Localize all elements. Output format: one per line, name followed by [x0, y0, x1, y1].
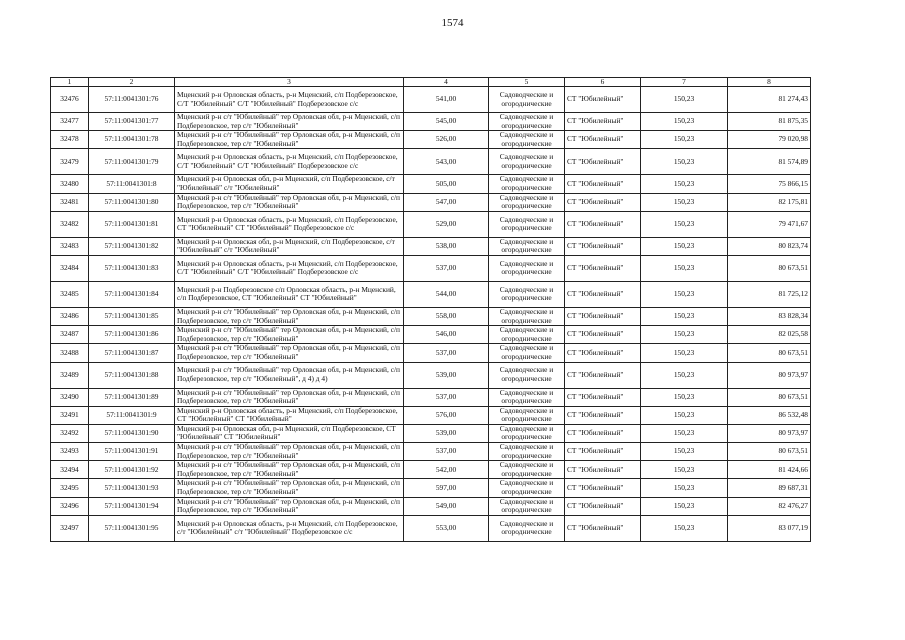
area-cell: 544,00 [404, 281, 489, 307]
land-use-cell: Садоводческие и огороднические [489, 326, 565, 344]
row-number-cell: 32496 [51, 497, 89, 515]
cadastral-number-cell: 57:11:0041301:78 [89, 131, 175, 149]
cadastral-number-cell: 57:11:0041301:77 [89, 113, 175, 131]
land-use-cell: Садоводческие и огороднические [489, 461, 565, 479]
total-value-cell: 82 476,27 [728, 497, 811, 515]
unit-price-cell: 150,23 [641, 307, 728, 325]
header-cell: 3 [175, 78, 404, 87]
table-row [51, 255, 811, 281]
address-cell: Мценский р-н Орловская область, р-н Мценский, с/п Подберезовское, СТ "Юбилейный" СТ "Юбилейный" [175, 406, 404, 424]
header-cell: 8 [728, 78, 811, 87]
row-number-cell: 32477 [51, 113, 89, 131]
unit-price-cell: 150,23 [641, 87, 728, 113]
partnership-cell: СТ "Юбилейный" [565, 255, 641, 281]
cadastral-number-cell: 57:11:0041301:93 [89, 479, 175, 497]
partnership-cell: СТ "Юбилейный" [565, 113, 641, 131]
partnership-cell: СТ "Юбилейный" [565, 149, 641, 175]
cadastral-number-cell: 57:11:0041301:87 [89, 344, 175, 362]
partnership-cell: СТ "Юбилейный" [565, 344, 641, 362]
table-row [51, 362, 811, 388]
address-cell: Мценский р-н Орловская обл, р-н Мценский, с/п Подберезовское, с/т "Юбилейный" с/т "Юбилейный" [175, 237, 404, 255]
row-number-cell: 32492 [51, 424, 89, 442]
land-use-cell: Садоводческие и огороднические [489, 362, 565, 388]
land-use-cell: Садоводческие и огороднические [489, 424, 565, 442]
area-cell: 526,00 [404, 131, 489, 149]
total-value-cell: 83 828,34 [728, 307, 811, 325]
land-use-cell: Садоводческие и огороднические [489, 344, 565, 362]
total-value-cell: 81 574,89 [728, 149, 811, 175]
address-cell: Мценский р-н с/т "Юбилейный" тер Орловская обл, р-н Мценский, с/п Подберезовское, тер с/т "Юбилейный" [175, 479, 404, 497]
row-number-cell: 32485 [51, 281, 89, 307]
total-value-cell: 83 077,19 [728, 515, 811, 541]
address-cell: Мценский р-н Орловская область, р-н Мценский, с/п Подберезовское, СТ "Юбилейный" СТ "Юбилейный" Подберезовское с/с [175, 211, 404, 237]
partnership-cell: СТ "Юбилейный" [565, 87, 641, 113]
cadastral-number-cell: 57:11:0041301:79 [89, 149, 175, 175]
table-row [51, 479, 811, 497]
total-value-cell: 80 673,51 [728, 255, 811, 281]
row-number-cell: 32495 [51, 479, 89, 497]
address-cell: Мценский р-н с/т "Юбилейный" тер Орловская обл, р-н Мценский, с/п Подберезовское, тер с/т "Юбилейный" [175, 113, 404, 131]
cadastral-number-cell: 57:11:0041301:8 [89, 175, 175, 193]
land-use-cell: Садоводческие и огороднические [489, 211, 565, 237]
total-value-cell: 82 025,58 [728, 326, 811, 344]
row-number-cell: 32486 [51, 307, 89, 325]
partnership-cell: СТ "Юбилейный" [565, 479, 641, 497]
partnership-cell: СТ "Юбилейный" [565, 211, 641, 237]
unit-price-cell: 150,23 [641, 443, 728, 461]
table-row [51, 193, 811, 211]
row-number-cell: 32478 [51, 131, 89, 149]
table-row [51, 131, 811, 149]
address-cell: Мценский р-н с/т "Юбилейный" тер Орловская обл, р-н Мценский, с/п Подберезовское, тер с/т "Юбилейный" [175, 443, 404, 461]
row-number-cell: 32480 [51, 175, 89, 193]
total-value-cell: 75 866,15 [728, 175, 811, 193]
row-number-cell: 32491 [51, 406, 89, 424]
partnership-cell: СТ "Юбилейный" [565, 326, 641, 344]
table-row [51, 515, 811, 541]
partnership-cell: СТ "Юбилейный" [565, 406, 641, 424]
total-value-cell: 79 471,67 [728, 211, 811, 237]
row-number-cell: 32481 [51, 193, 89, 211]
header-cell: 7 [641, 78, 728, 87]
total-value-cell: 89 687,31 [728, 479, 811, 497]
table-row [51, 113, 811, 131]
table-row [51, 211, 811, 237]
table-row [51, 497, 811, 515]
header-cell: 5 [489, 78, 565, 87]
table-row [51, 87, 811, 113]
cadastral-number-cell: 57:11:0041301:92 [89, 461, 175, 479]
row-number-cell: 32484 [51, 255, 89, 281]
area-cell: 549,00 [404, 497, 489, 515]
land-use-cell: Садоводческие и огороднические [489, 87, 565, 113]
land-use-cell: Садоводческие и огороднические [489, 193, 565, 211]
address-cell: Мценский р-н с/т "Юбилейный" тер Орловская обл, р-н Мценский, с/п Подберезовское, тер с/т "Юбилейный" [175, 326, 404, 344]
address-cell: Мценский р-н Орловская обл, р-н Мценский, с/п Подберезовское, СТ "Юбилейный" СТ "Юбилейный" [175, 424, 404, 442]
total-value-cell: 80 973,97 [728, 362, 811, 388]
unit-price-cell: 150,23 [641, 211, 728, 237]
address-cell: Мценский р-н с/т "Юбилейный" тер Орловская обл, р-н Мценский, с/п Подберезовское, тер с/т "Юбилейный" [175, 193, 404, 211]
unit-price-cell: 150,23 [641, 406, 728, 424]
unit-price-cell: 150,23 [641, 193, 728, 211]
row-number-cell: 32494 [51, 461, 89, 479]
land-use-cell: Садоводческие и огороднические [489, 237, 565, 255]
cadastral-number-cell: 57:11:0041301:83 [89, 255, 175, 281]
total-value-cell: 81 274,43 [728, 87, 811, 113]
total-value-cell: 81 725,12 [728, 281, 811, 307]
land-use-cell: Садоводческие и огороднические [489, 479, 565, 497]
total-value-cell: 80 673,51 [728, 388, 811, 406]
cadastral-number-cell: 57:11:0041301:9 [89, 406, 175, 424]
cadastral-number-cell: 57:11:0041301:91 [89, 443, 175, 461]
row-number-cell: 32483 [51, 237, 89, 255]
unit-price-cell: 150,23 [641, 255, 728, 281]
area-cell: 545,00 [404, 113, 489, 131]
address-cell: Мценский р-н Орловская обл, р-н Мценский, с/п Подберезовское, с/т "Юбилейный" с/т "Юбилейный" [175, 175, 404, 193]
address-cell: Мценский р-н с/т "Юбилейный" тер Орловская обл, р-н Мценский, с/п Подберезовское, тер с/т "Юбилейный" [175, 307, 404, 325]
row-number-cell: 32482 [51, 211, 89, 237]
table-row [51, 461, 811, 479]
unit-price-cell: 150,23 [641, 175, 728, 193]
area-cell: 541,00 [404, 87, 489, 113]
unit-price-cell: 150,23 [641, 237, 728, 255]
address-cell: Мценский р-н с/т "Юбилейный" тер Орловская обл, р-н Мценский, с/п Подберезовское, тер с/т "Юбилейный" [175, 344, 404, 362]
cadastral-number-cell: 57:11:0041301:85 [89, 307, 175, 325]
land-use-cell: Садоводческие и огороднические [489, 113, 565, 131]
unit-price-cell: 150,23 [641, 326, 728, 344]
area-cell: 537,00 [404, 443, 489, 461]
total-value-cell: 82 175,81 [728, 193, 811, 211]
address-cell: Мценский р-н с/т "Юбилейный" тер Орловская обл, р-н Мценский, с/п Подберезовское, тер с/т "Юбилейный" [175, 497, 404, 515]
area-cell: 539,00 [404, 362, 489, 388]
total-value-cell: 80 973,97 [728, 424, 811, 442]
total-value-cell: 80 673,51 [728, 344, 811, 362]
area-cell: 558,00 [404, 307, 489, 325]
row-number-cell: 32476 [51, 87, 89, 113]
area-cell: 537,00 [404, 344, 489, 362]
table-row [51, 424, 811, 442]
land-use-cell: Садоводческие и огороднические [489, 406, 565, 424]
area-cell: 537,00 [404, 255, 489, 281]
row-number-cell: 32488 [51, 344, 89, 362]
unit-price-cell: 150,23 [641, 362, 728, 388]
land-use-cell: Садоводческие и огороднические [489, 149, 565, 175]
area-cell: 553,00 [404, 515, 489, 541]
cadastral-number-cell: 57:11:0041301:84 [89, 281, 175, 307]
unit-price-cell: 150,23 [641, 461, 728, 479]
header-cell: 1 [51, 78, 89, 87]
address-cell: Мценский р-н Орловская область, р-н Мценский, с/п Подберезовское, С/Т "Юбилейный" С/Т "Юбилейный" Подберезовское с/с [175, 149, 404, 175]
unit-price-cell: 150,23 [641, 424, 728, 442]
header-cell: 4 [404, 78, 489, 87]
unit-price-cell: 150,23 [641, 281, 728, 307]
row-number-cell: 32489 [51, 362, 89, 388]
header-cell: 2 [89, 78, 175, 87]
table-row [51, 237, 811, 255]
cadastral-number-cell: 57:11:0041301:80 [89, 193, 175, 211]
land-use-cell: Садоводческие и огороднические [489, 281, 565, 307]
area-cell: 543,00 [404, 149, 489, 175]
land-use-cell: Садоводческие и огороднические [489, 515, 565, 541]
area-cell: 529,00 [404, 211, 489, 237]
area-cell: 597,00 [404, 479, 489, 497]
partnership-cell: СТ "Юбилейный" [565, 443, 641, 461]
address-cell: Мценский р-н Орловская область, р-н Мценский, с/п Подберезовское, С/Т "Юбилейный" С/Т "Юбилейный" Подберезовское с/с [175, 255, 404, 281]
area-cell: 539,00 [404, 424, 489, 442]
area-cell: 547,00 [404, 193, 489, 211]
table-row [51, 388, 811, 406]
cadastral-number-cell: 57:11:0041301:76 [89, 87, 175, 113]
partnership-cell: СТ "Юбилейный" [565, 307, 641, 325]
partnership-cell: СТ "Юбилейный" [565, 424, 641, 442]
header-row [51, 78, 811, 87]
cadastral-number-cell: 57:11:0041301:94 [89, 497, 175, 515]
area-cell: 546,00 [404, 326, 489, 344]
header-cell: 6 [565, 78, 641, 87]
partnership-cell: СТ "Юбилейный" [565, 461, 641, 479]
partnership-cell: СТ "Юбилейный" [565, 281, 641, 307]
address-cell: Мценский р-н с/т "Юбилейный" тер Орловская обл, р-н Мценский, с/п Подберезовское, тер с/т "Юбилейный" [175, 131, 404, 149]
row-number-cell: 32487 [51, 326, 89, 344]
unit-price-cell: 150,23 [641, 113, 728, 131]
cadastral-number-cell: 57:11:0041301:90 [89, 424, 175, 442]
address-cell: Мценский р-н Орловская область, р-н Мценский, с/п Подберезовское, с/т "Юбилейный" с/т "Юбилейный" Подберезовское с/с [175, 515, 404, 541]
row-number-cell: 32497 [51, 515, 89, 541]
unit-price-cell: 150,23 [641, 149, 728, 175]
address-cell: Мценский р-н с/т "Юбилейный" тер Орловская обл, р-н Мценский, с/п Подберезовское, тер с/т "Юбилейный" [175, 388, 404, 406]
partnership-cell: СТ "Юбилейный" [565, 388, 641, 406]
unit-price-cell: 150,23 [641, 497, 728, 515]
address-cell: Мценский р-н Подберезовское с/п Орловская область, р-н Мценский, с/п Подберезовское, СТ "Юбилейный" СТ "Юбилейный" [175, 281, 404, 307]
partnership-cell: СТ "Юбилейный" [565, 131, 641, 149]
total-value-cell: 80 823,74 [728, 237, 811, 255]
partnership-cell: СТ "Юбилейный" [565, 193, 641, 211]
land-use-cell: Садоводческие и огороднические [489, 388, 565, 406]
table-row [51, 149, 811, 175]
cadastral-number-cell: 57:11:0041301:81 [89, 211, 175, 237]
area-cell: 537,00 [404, 388, 489, 406]
land-use-cell: Садоводческие и огороднические [489, 255, 565, 281]
cadastral-number-cell: 57:11:0041301:89 [89, 388, 175, 406]
cadastral-number-cell: 57:11:0041301:82 [89, 237, 175, 255]
unit-price-cell: 150,23 [641, 515, 728, 541]
table-row [51, 175, 811, 193]
cadastral-number-cell: 57:11:0041301:95 [89, 515, 175, 541]
table-row [51, 307, 811, 325]
land-use-cell: Садоводческие и огороднические [489, 497, 565, 515]
area-cell: 538,00 [404, 237, 489, 255]
table-row [51, 326, 811, 344]
land-use-cell: Садоводческие и огороднические [489, 307, 565, 325]
cadastral-number-cell: 57:11:0041301:86 [89, 326, 175, 344]
partnership-cell: СТ "Юбилейный" [565, 497, 641, 515]
partnership-cell: СТ "Юбилейный" [565, 515, 641, 541]
area-cell: 542,00 [404, 461, 489, 479]
total-value-cell: 81 875,35 [728, 113, 811, 131]
page-number: 1574 [441, 17, 464, 29]
row-number-cell: 32493 [51, 443, 89, 461]
partnership-cell: СТ "Юбилейный" [565, 362, 641, 388]
unit-price-cell: 150,23 [641, 388, 728, 406]
land-use-cell: Садоводческие и огороднические [489, 131, 565, 149]
address-cell: Мценский р-н Орловская область, р-н Мценский, с/п Подберезовское, С/Т "Юбилейный" С/Т "Юбилейный" Подберезовское с/с [175, 87, 404, 113]
land-use-cell: Садоводческие и огороднические [489, 175, 565, 193]
land-use-cell: Садоводческие и огороднические [489, 443, 565, 461]
partnership-cell: СТ "Юбилейный" [565, 237, 641, 255]
address-cell: Мценский р-н с/т "Юбилейный" тер Орловская обл, р-н Мценский, с/п Подберезовское, тер с/т "Юбилейный" [175, 461, 404, 479]
unit-price-cell: 150,23 [641, 131, 728, 149]
unit-price-cell: 150,23 [641, 344, 728, 362]
table-row [51, 344, 811, 362]
row-number-cell: 32479 [51, 149, 89, 175]
total-value-cell: 81 424,66 [728, 461, 811, 479]
table-row [51, 281, 811, 307]
row-number-cell: 32490 [51, 388, 89, 406]
total-value-cell: 80 673,51 [728, 443, 811, 461]
land-plots-table [50, 77, 811, 542]
cadastral-number-cell: 57:11:0041301:88 [89, 362, 175, 388]
total-value-cell: 79 020,98 [728, 131, 811, 149]
area-cell: 505,00 [404, 175, 489, 193]
table-row [51, 406, 811, 424]
table-row [51, 443, 811, 461]
unit-price-cell: 150,23 [641, 479, 728, 497]
partnership-cell: СТ "Юбилейный" [565, 175, 641, 193]
total-value-cell: 86 532,48 [728, 406, 811, 424]
address-cell: Мценский р-н с/т "Юбилейный" тер Орловская обл, р-н Мценский, с/п Подберезовское, тер с/т "Юбилейный", д 4) д 4) [175, 362, 404, 388]
area-cell: 576,00 [404, 406, 489, 424]
